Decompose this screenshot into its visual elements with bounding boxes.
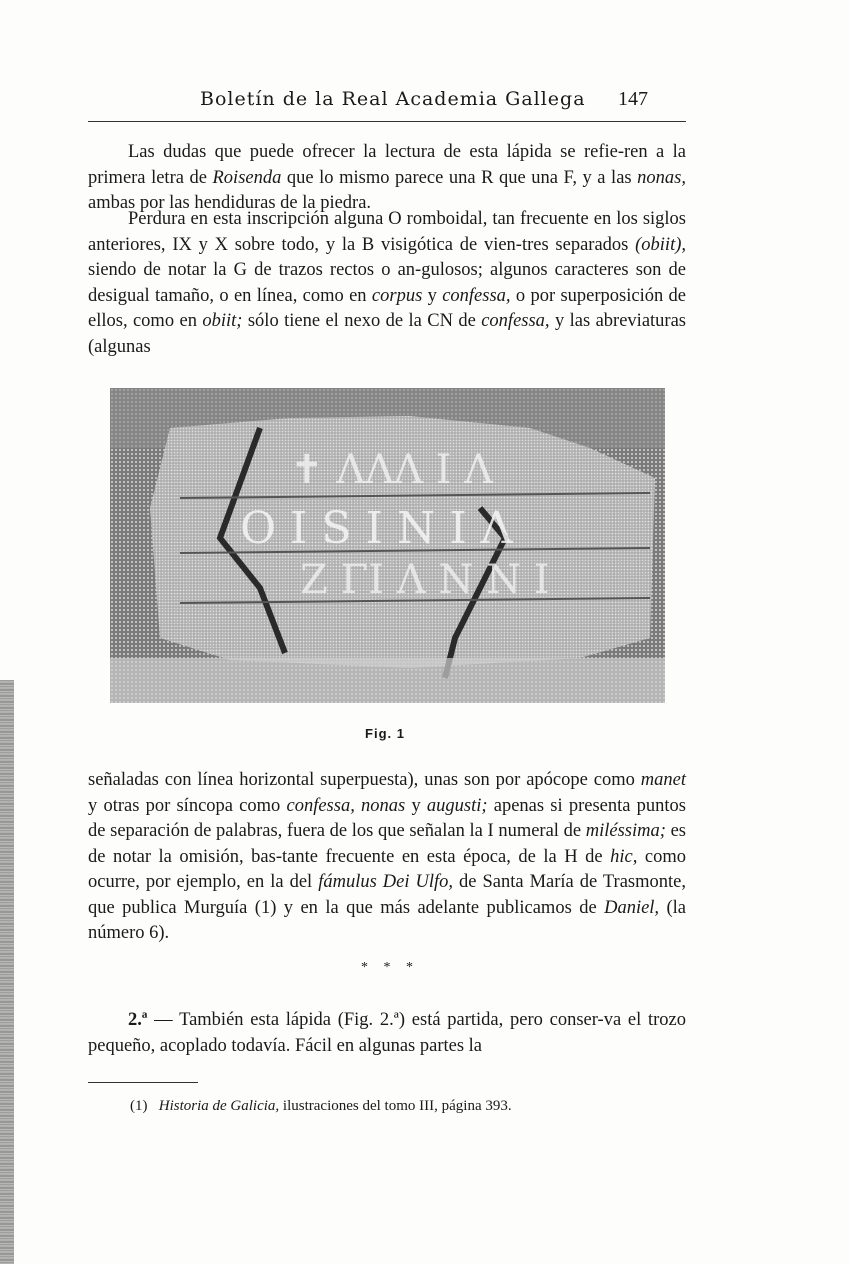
stone-photo-drawing [110, 388, 665, 703]
page-number: 147 [618, 88, 648, 110]
svg-text:Ζ ΓΙ Λ Ν Ν Ι: Ζ ΓΙ Λ Ν Ν Ι [300, 557, 550, 603]
paragraph-2: Perdura en esta inscripción alguna O romboidal, tan frecuente en los siglos anteriores, IX y X sobre todo, y la B visigótica de vien-tres separados (obiit), siendo de notar la G de trazos rectos o an-gulosos; algunos caracteres son de desigual tamaño, o en línea, como en corpus y confessa, o por superposición de ellos, como en obiit; sólo tiene el nexo de la CN de confessa, y las abreviaturas (algunas [88, 209, 687, 357]
section-separator: * * * [361, 960, 419, 975]
paragraph-3: señaladas con línea horizontal superpuesta), unas son por apócope como manet y otras por síncopa como confessa, nonas y augusti; apenas si presenta puntos de separación de palabras, fuera de los que señalan la I numeral de miléssima; es de notar la omisión, bas-tante frecuente en esta época, de la H de hic, como ocurre, por ejemplo, en la del fámulus Dei Ulfo, de Santa María de Trasmonte, que publica Murguía (1) y en la que más adelante publicamos de Daniel, (la número 6). [88, 770, 687, 943]
footnote-rule [88, 1082, 198, 1083]
paragraph-1: Las dudas que puede ofrecer la lectura de esta lápida se refie-ren a la primera letra de Roisenda que lo mismo parece una R que una F, y a las nonas, ambas por las hendiduras de la piedra. [88, 142, 686, 213]
scan-edge-shadow [0, 680, 14, 1264]
inscription-stone-photo [110, 388, 665, 703]
header-rule [88, 121, 686, 122]
figure-caption: Fig. 1 [365, 726, 405, 741]
running-header-title: Boletín de la Real Academia Gallega [200, 88, 586, 110]
paragraph-4: 2.ª — También esta lápida (Fig. 2.ª) está partida, pero conser-va el trozo pequeño, acoplado todavía. Fácil en algunas partes la [88, 1010, 686, 1056]
svg-text:Ο Ι S Ι Ν Ι Λ: Ο Ι S Ι Ν Ι Λ [240, 503, 513, 554]
svg-text:✝ ΛΛΛ Ι Λ: ✝ ΛΛΛ Ι Λ [290, 447, 494, 493]
footnote: (1) Historia de Galicia, ilustraciones del tomo III, página 393. [130, 1098, 512, 1114]
